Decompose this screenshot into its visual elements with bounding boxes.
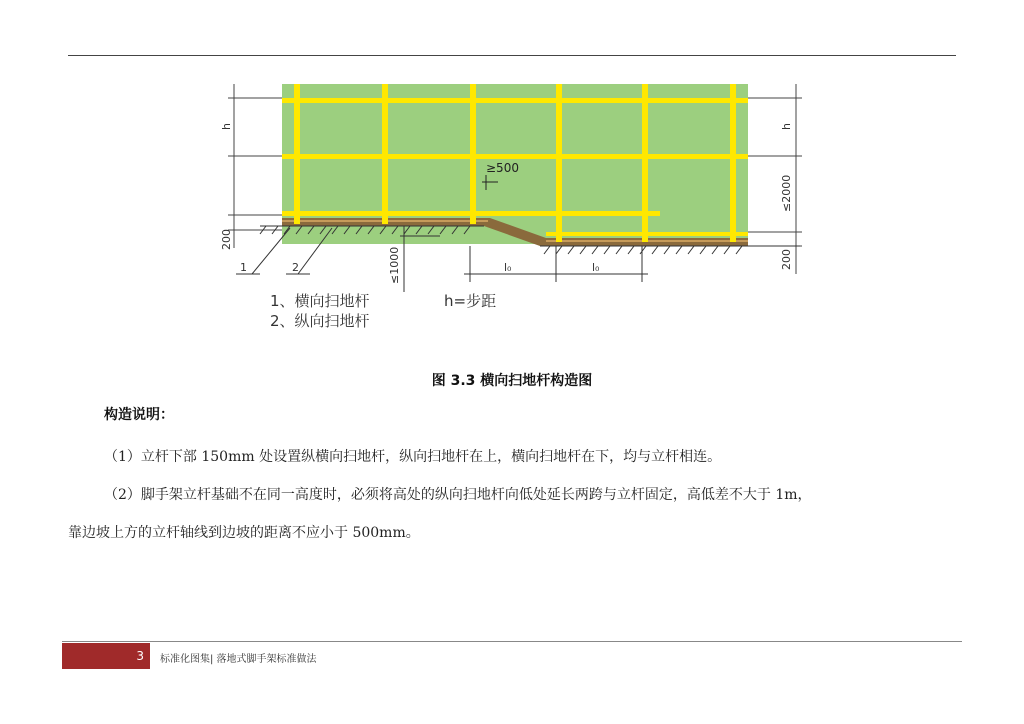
legend-step: h=步距	[444, 292, 497, 310]
label-200-left: 200	[220, 229, 233, 250]
legend-item-1: 1、横向扫地杆	[270, 292, 370, 310]
header-rule	[68, 55, 956, 56]
footer-text: 标准化图集| 落地式脚手架标准做法	[160, 654, 317, 665]
paragraph-2: （2）脚手架立杆基础不在同一高度时，必须将高处的纵向扫地杆向低处延长两跨与立杆固定，高低差不大于 1m，	[104, 487, 812, 503]
label-le1000: ≤1000	[388, 246, 401, 284]
page-number: 3	[62, 643, 150, 669]
footer-rule	[62, 641, 962, 642]
scaffold-diagram	[200, 78, 820, 348]
label-ge500: ≥500	[486, 161, 519, 175]
section-title: 构造说明：	[104, 407, 174, 423]
figure-caption: 图 3.3 横向扫地杆构造图	[431, 373, 593, 389]
label-l0-a: l₀	[504, 261, 512, 274]
label-le2000: ≤2000	[780, 174, 793, 212]
label-num1: 1	[240, 261, 247, 274]
label-h-right: h	[780, 123, 793, 130]
left-dimension	[228, 84, 282, 248]
legend-item-2: 2、纵向扫地杆	[270, 312, 370, 330]
paragraph-2-continued: 靠边坡上方的立杆轴线到边坡的距离不应小于 500mm。	[68, 525, 420, 541]
label-200-right: 200	[780, 249, 793, 270]
l0-dimension	[464, 246, 648, 282]
ground-hatch-right	[540, 246, 800, 254]
paragraph-1: （1）立杆下部 150mm 处设置纵横向扫地杆，纵向扫地杆在上，横向扫地杆在下，均与立杆相连。	[104, 449, 722, 465]
label-num2: 2	[292, 261, 299, 274]
label-l0-b: l₀	[592, 261, 600, 274]
label-h-left: h	[220, 123, 233, 130]
